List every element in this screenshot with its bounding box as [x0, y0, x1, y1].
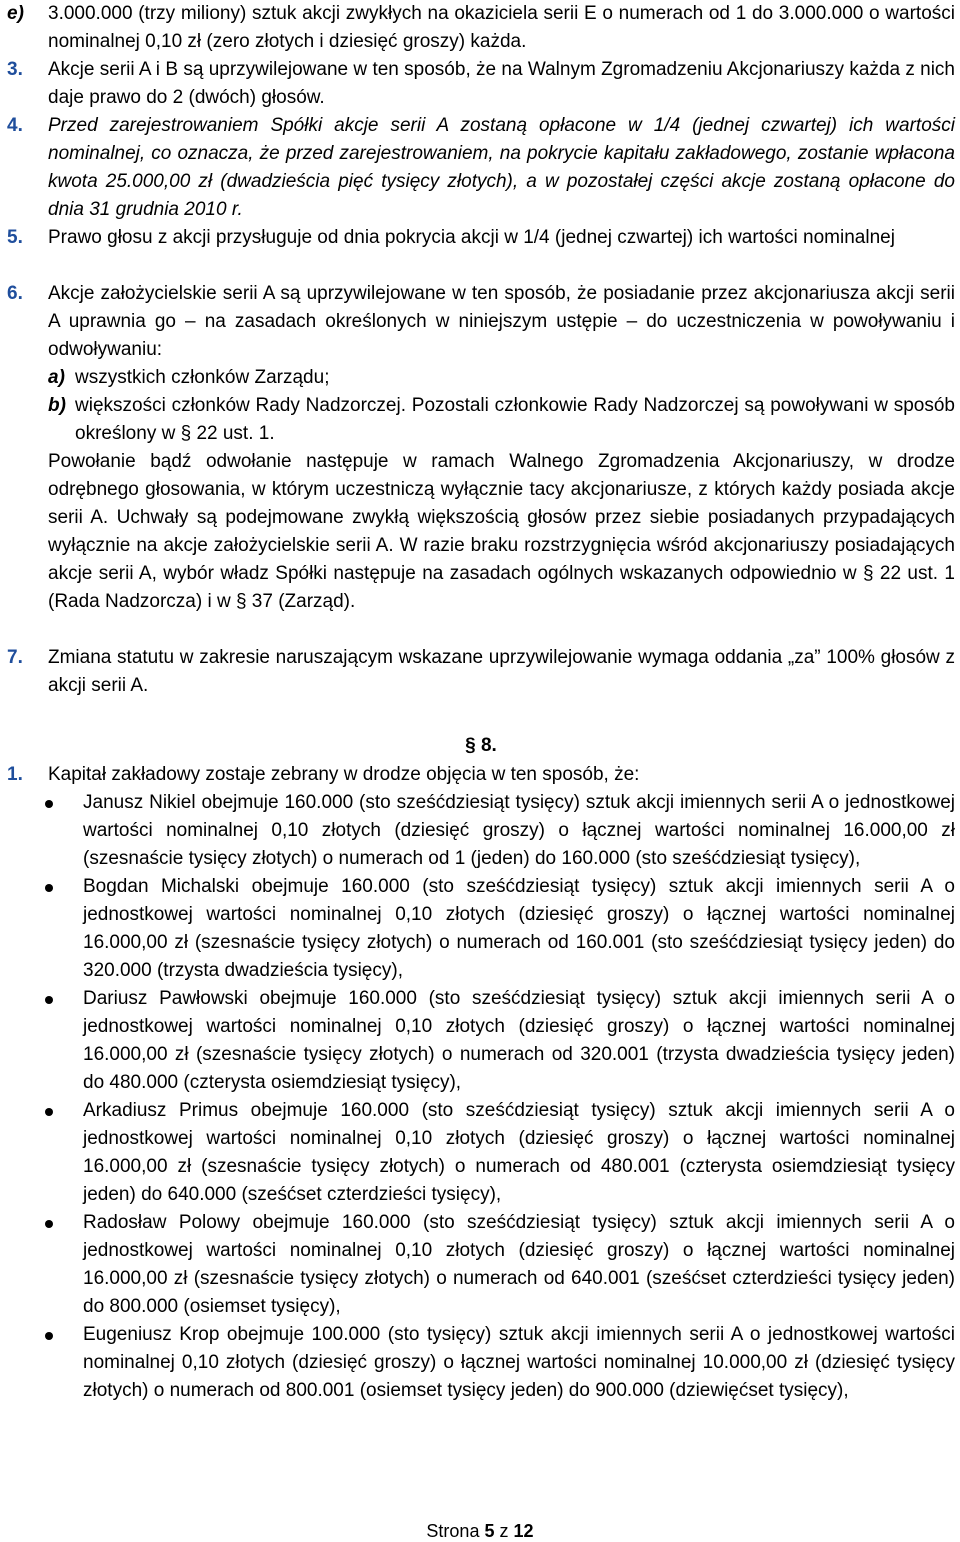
point-5 — [7, 224, 955, 252]
footer-prefix: Strona — [426, 1521, 480, 1541]
bullet-icon — [7, 985, 83, 1097]
bullet-icon — [7, 789, 83, 873]
sub-text: większości członków Rady Nadzorczej. Pozostali członkowie Rady Nadzorczej są powoływani w sposób określony w § 22 ust. 1. — [75, 395, 955, 444]
point-number: 3. — [7, 59, 23, 80]
point-4 — [7, 112, 955, 224]
points-3-5 — [7, 56, 955, 252]
point-number: 1. — [7, 764, 23, 785]
item-e — [7, 0, 955, 56]
point-text: Przed zarejestrowaniem Spółki akcje serii A zostaną opłacone w 1/4 (jednej czwartej) ich wartości nominalnej, co oznacza, że przed zarejestrowaniem, na pokrycie kapitału zakładowego, zostanie wpłacona kwota 25.000,00 zł (dwadzieścia pięć tysięcy złotych), a w pozostałej części akcje zostaną opłacone do dnia 31 grudnia 2010 r. — [48, 115, 955, 220]
point-text: Akcje serii A i B są uprzywilejowane w ten sposób, że na Walnym Zgromadzeniu Akcjonariuszy każda z nich daje prawo do 2 (dwóch) głosów. — [48, 59, 955, 108]
subscriber-text: Arkadiusz Primus obejmuje 160.000 (sto sześćdziesiąt tysięcy) sztuk akcji imiennych serii A o jednostkowej wartości nominalnej 0,10 złotych (dziesięć groszy) o łącznej wartości nominalnej 16.000,00 zł (szesnaście tysięcy złotych) o numerach od 480.001 (czterysta osiemdziesiąt tysięcy jeden) do 640.000 (sześćset czterdzieści tysięcy), — [83, 1100, 955, 1205]
point-text: Kapitał zakładowy zostaje zebrany w drodze objęcia w ten sposób, że: — [48, 764, 640, 785]
bullet-icon — [7, 1097, 83, 1209]
bullet-icon — [7, 873, 83, 985]
page-footer — [0, 1520, 960, 1542]
point-number: 4. — [7, 115, 23, 136]
subscriber-item — [7, 985, 955, 1097]
item-e-label: e) — [7, 3, 24, 24]
subscriber-text: Eugeniusz Krop obejmuje 100.000 (sto tysięcy) sztuk akcji imiennych serii A o jednostkowej wartości nominalnej 0,10 złotych (dziesięć groszy) o łącznej wartości nominalnej 10.000,00 zł (dziesięć tysięcy złotych) o numerach od 800.001 (osiemset tysięcy jeden) do 900.000 (dziewięćset tysięcy), — [83, 1324, 955, 1401]
point-6-sub-b — [48, 392, 955, 448]
point-6-paragraph: Powołanie bądź odwołanie następuje w ramach Walnego Zgromadzenia Akcjonariuszy, w drodze odrębnego głosowania, w którym uczestniczą wyłącznie tacy akcjonariusze, z których każdy posiada akcje serii A. Uchwały są podejmowane zwykłą większością głosów przez siebie posiadanych przypadających wyłącznie na akcje założycielskie serii A. W razie braku rozstrzygnięcia wśród akcjonariuszy posiadających akcje serii A, wybór władz Spółki następuje na zasadach ogólnych wskazanych odpowiednio w § 22 ust. 1 (Rada Nadzorcza) i w § 37 (Zarząd). — [48, 451, 955, 612]
footer-sep: z — [499, 1521, 509, 1541]
subscriber-text: Radosław Polowy obejmuje 160.000 (sto sześćdziesiąt tysięcy) sztuk akcji imiennych serii A o jednostkowej wartości nominalnej 0,10 złotych (dziesięć groszy) o łącznej wartości nominalnej 16.000,00 zł (szesnaście tysięcy złotych) o numerach od 640.001 (sześćset czterdzieści tysięcy jeden) do 800.000 (osiemset tysięcy), — [83, 1212, 955, 1317]
point-number: 6. — [7, 283, 23, 304]
subscriber-item — [7, 789, 955, 873]
point-3 — [7, 56, 955, 112]
section-title: § 8. — [465, 735, 497, 756]
subscriber-item — [7, 1209, 955, 1321]
subscriber-text: Dariusz Pawłowski obejmuje 160.000 (sto sześćdziesiąt tysięcy) sztuk akcji imiennych serii A o jednostkowej wartości nominalnej 0,10 złotych (dziesięć groszy) o łącznej wartości nominalnej 16.000,00 zł (szesnaście tysięcy złotych) o numerach od 320.001 (trzysta dwadzieścia tysięcy jeden) do 480.000 (czterysta osiemdziesiąt tysięcy), — [83, 988, 955, 1093]
subscriber-text: Janusz Nikiel obejmuje 160.000 (sto sześćdziesiąt tysięcy) sztuk akcji imiennych serii A o jednostkowej wartości nominalnej 0,10 złotych (dziesięć groszy) o łącznej wartości nominalnej 16.000,00 zł (szesnaście tysięcy złotych) o numerach od 1 (jeden) do 160.000 (sto sześćdziesiąt tysięcy), — [83, 792, 955, 869]
subscribers-list — [7, 789, 955, 1405]
point-6-intro: Akcje założycielskie serii A są uprzywilejowane w ten sposób, że posiadanie przez akcjonariusza akcji serii A uprawnia go – na zasadach określonych w niniejszym ustępie – do uczestniczenia w powoływaniu i odwoływaniu: — [48, 283, 955, 360]
subscriber-item — [7, 873, 955, 985]
footer-total-pages: 12 — [513, 1521, 534, 1541]
subscriber-text: Bogdan Michalski obejmuje 160.000 (sto sześćdziesiąt tysięcy) sztuk akcji imiennych serii A o jednostkowej wartości nominalnej 0,10 złotych (dziesięć groszy) o łącznej wartości nominalnej 16.000,00 zł (szesnaście tysięcy złotych) o numerach od 160.001 (sto sześćdziesiąt tysięcy jeden) do 320.000 (trzysta dwadzieścia tysięcy), — [83, 876, 955, 981]
point-7 — [7, 644, 955, 700]
sub-label: b) — [48, 395, 66, 416]
subscriber-item — [7, 1321, 955, 1405]
point-6-sub-a — [48, 364, 955, 392]
bullet-icon — [7, 1209, 83, 1321]
point-6 — [7, 280, 955, 616]
bullet-icon — [7, 1321, 83, 1405]
section-8-point-1 — [7, 761, 955, 789]
section-heading — [7, 732, 955, 760]
footer-current-page: 5 — [484, 1521, 495, 1541]
point-text: Prawo głosu z akcji przysługuje od dnia pokrycia akcji w 1/4 (jednej czwartej) ich wartości nominalnej — [48, 227, 895, 248]
point-number: 5. — [7, 227, 23, 248]
item-e-text: 3.000.000 (trzy miliony) sztuk akcji zwykłych na okaziciela serii E o numerach od 1 do 3.000.000 o wartości nominalnej 0,10 zł (zero złotych i dziesięć groszy) każda. — [48, 3, 955, 52]
point-text: Zmiana statutu w zakresie naruszającym wskazane uprzywilejowanie wymaga oddania „za” 100% głosów z akcji serii A. — [48, 647, 955, 696]
sub-label: a) — [48, 367, 65, 388]
sub-text: wszystkich członków Zarządu; — [75, 367, 330, 388]
subscriber-item — [7, 1097, 955, 1209]
point-number: 7. — [7, 647, 23, 668]
